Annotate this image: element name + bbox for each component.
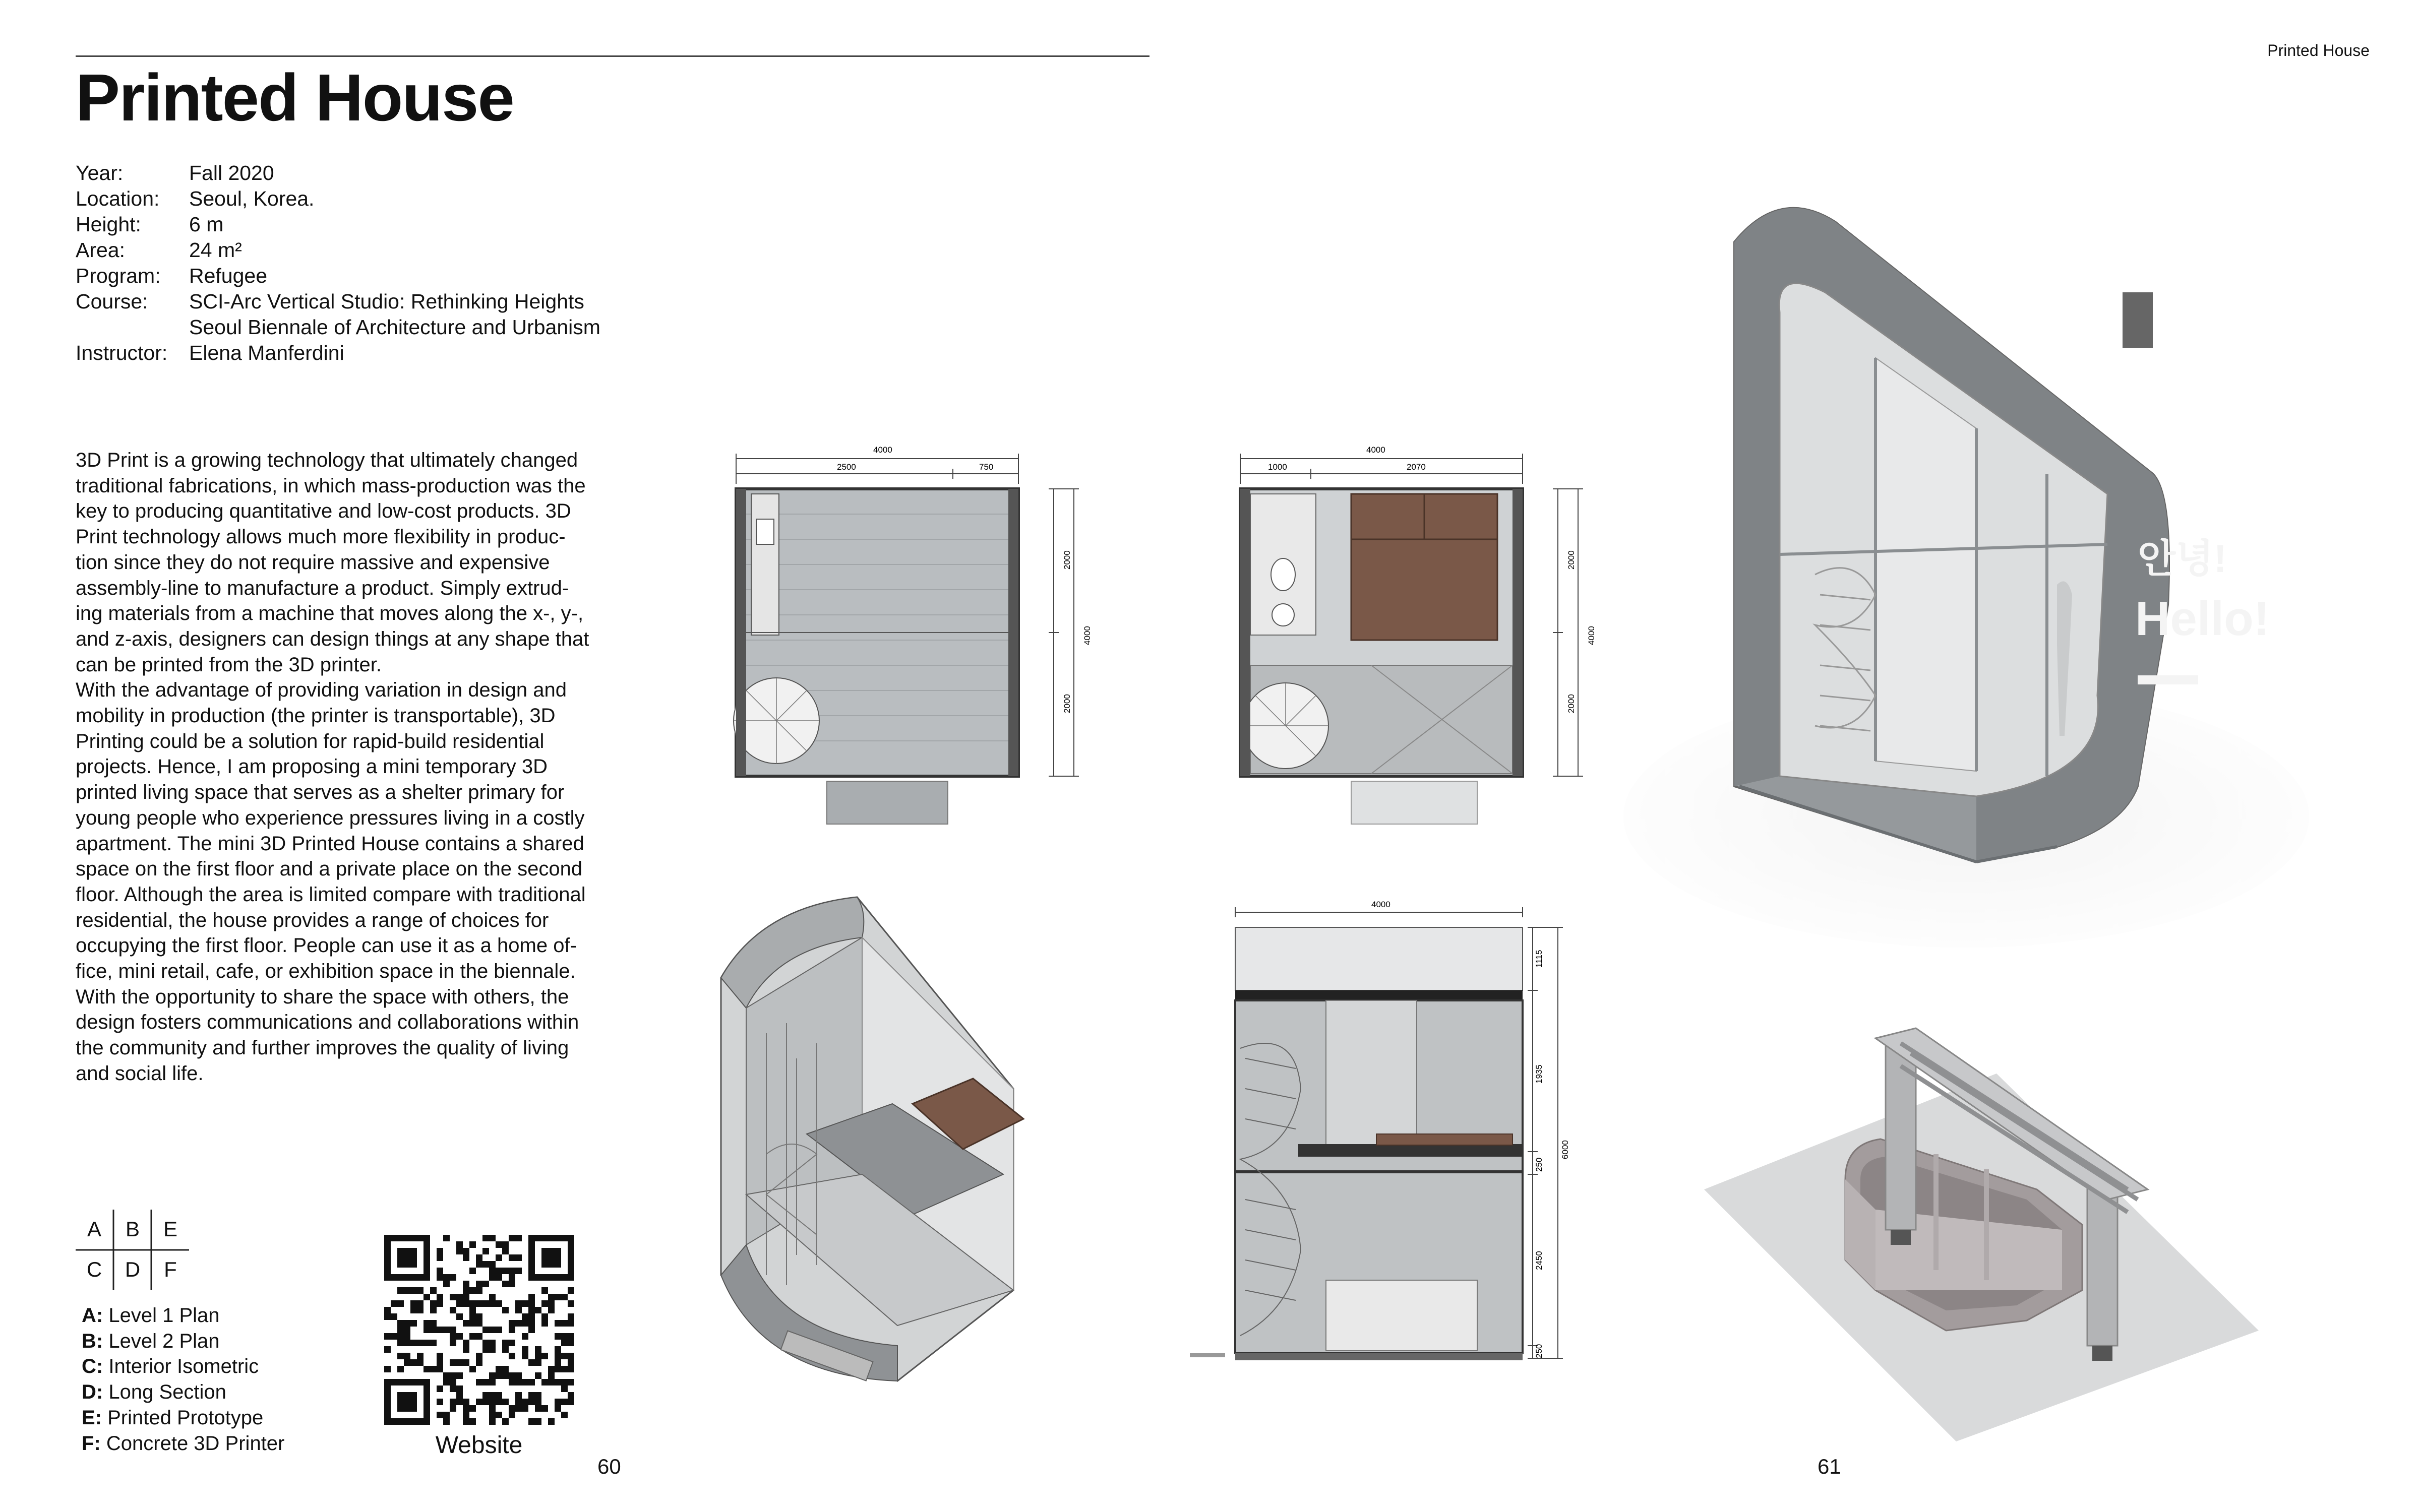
legend-key: C: [82, 1355, 103, 1378]
body-line: ing materials from a machine that moves along the x-, y-, [76, 602, 584, 625]
legend-label: Level 1 Plan [108, 1304, 220, 1327]
body-line: Print technology allows much more flexibility in produc- [76, 526, 566, 548]
body-line: mobility in production (the printer is transportable), 3D [76, 705, 556, 727]
body-line: assembly-line to manufacture a product. Simply extrud- [76, 577, 569, 599]
meta-value: Fall 2020 [189, 161, 274, 184]
meta-key: Height: [76, 213, 141, 236]
meta-key: Program: [76, 264, 161, 287]
body-line: With the opportunity to share the space with others, the [76, 985, 569, 1008]
meta-value: 6 m [189, 213, 224, 236]
dim-left-segment: 2500 [837, 462, 856, 472]
dim-side-total: 4000 [1082, 626, 1092, 645]
body-line: occupying the first floor. People can use it as a home of- [76, 934, 577, 957]
printed-prototype-render [1613, 192, 2380, 968]
key-cell-b: B [125, 1217, 140, 1241]
page-title: Printed House [76, 60, 514, 135]
project-metadata [76, 160, 600, 366]
legend-key: A: [82, 1304, 103, 1327]
meta-key: Location: [76, 187, 160, 210]
sign-english: Hello! [2135, 592, 2270, 646]
dim-6000: 6000 [1560, 1140, 1570, 1159]
running-header: Printed House [2267, 41, 2370, 59]
key-cell-a: A [87, 1217, 101, 1241]
dim-top: 4000 [873, 445, 892, 455]
body-line: key to producing quantitative and low-cost products. 3D [76, 500, 571, 523]
key-cell-d: D [125, 1257, 141, 1281]
level-1-plan-drawing [716, 444, 1109, 837]
meta-value: SCI-Arc Vertical Studio: Rethinking Heights [189, 290, 584, 313]
legend-label: Long Section [108, 1381, 226, 1404]
project-description [76, 448, 615, 1087]
legend-key: F: [82, 1432, 101, 1455]
meta-value: Refugee [189, 264, 268, 287]
body-line: fice, mini retail, cafe, or exhibition space in the biennale. [76, 960, 576, 983]
meta-row [76, 186, 600, 212]
body-line: Printing could be a solution for rapid-build residential [76, 730, 544, 752]
dim-side-lower: 2000 [1566, 694, 1576, 713]
body-line: the community and further improves the quality of living [76, 1037, 569, 1059]
meta-row [76, 289, 600, 314]
legend-label: Printed Prototype [107, 1406, 264, 1429]
legend-item [82, 1405, 284, 1431]
legend-key: E: [82, 1406, 102, 1429]
meta-key: Area: [76, 238, 125, 262]
legend-item [82, 1329, 284, 1354]
legend-key: B: [82, 1330, 103, 1352]
dim-right-segment: 750 [979, 462, 994, 472]
sign-korean: 안녕! [2138, 536, 2227, 581]
meta-key: Instructor: [76, 341, 168, 364]
dim-side-lower: 2000 [1062, 694, 1072, 713]
body-line: floor. Although the area is limited compare with traditional [76, 883, 586, 906]
body-line: and social life. [76, 1062, 204, 1085]
dim-250-lower: 250 [1534, 1344, 1544, 1358]
meta-row [76, 160, 600, 186]
website-qr-code[interactable] [384, 1235, 576, 1426]
key-cell-c: C [86, 1257, 102, 1281]
dim-side-upper: 2000 [1062, 550, 1072, 570]
legend-item [82, 1303, 284, 1329]
dim-2450: 2450 [1534, 1251, 1544, 1270]
meta-value: Seoul Biennale of Architecture and Urbanism [189, 316, 600, 339]
meta-row [76, 263, 600, 289]
body-line: With the advantage of providing variation in design and [76, 679, 567, 702]
legend-item [82, 1379, 284, 1405]
dim-250-upper: 250 [1534, 1157, 1544, 1172]
body-line: apartment. The mini 3D Printed House contains a shared [76, 832, 584, 855]
key-cell-e: E [163, 1217, 177, 1241]
body-line: and z-axis, designers can design things at any shape that [76, 627, 589, 650]
legend-item [82, 1354, 284, 1379]
body-line: traditional fabrications, in which mass-production was the [76, 474, 586, 497]
legend-key: D: [82, 1381, 103, 1404]
dim-side-total: 4000 [1587, 626, 1596, 645]
meta-key [76, 314, 189, 340]
meta-value: Seoul, Korea. [189, 187, 315, 210]
dim-1115: 1115 [1534, 950, 1544, 968]
legend-label: Concrete 3D Printer [106, 1432, 285, 1455]
dim-1935: 1935 [1534, 1064, 1544, 1084]
dim-width: 4000 [1371, 900, 1390, 909]
key-cell-f: F [164, 1257, 177, 1281]
legend-item [82, 1431, 284, 1457]
body-line: projects. Hence, I am proposing a mini temporary 3D [76, 755, 548, 778]
body-line: design fosters communications and collaborations within [76, 1011, 579, 1034]
meta-row [76, 212, 600, 237]
meta-key: Course: [76, 290, 148, 313]
concrete-3d-printer-render [1694, 1008, 2269, 1472]
meta-row [76, 314, 600, 340]
long-section-drawing [1175, 897, 1588, 1381]
body-line: tion since they do not require massive and expensive [76, 551, 550, 574]
header-rule [76, 55, 1150, 57]
page-number-left: 60 [597, 1455, 621, 1478]
meta-value: Elena Manferdini [189, 341, 344, 364]
interior-isometric-drawing [691, 892, 1084, 1386]
meta-value: 24 m² [189, 238, 242, 262]
body-line: space on the first floor and a private place on the second [76, 858, 583, 880]
meta-row [76, 340, 600, 366]
meta-row [76, 237, 600, 263]
level-2-plan-drawing [1220, 444, 1613, 837]
meta-key: Year: [76, 161, 124, 184]
figure-legend [82, 1303, 284, 1456]
dim-side-upper: 2000 [1566, 550, 1576, 570]
body-line: printed living space that serves as a shelter primary for [76, 781, 565, 804]
body-line: residential, the house provides a range of choices for [76, 909, 549, 931]
dim-left-segment: 1000 [1268, 462, 1287, 472]
legend-label: Interior Isometric [108, 1355, 259, 1378]
dim-right-segment: 2070 [1407, 462, 1426, 472]
legend-label: Level 2 Plan [108, 1330, 220, 1352]
body-line: young people who experience pressures living in a costly [76, 806, 585, 829]
body-line: 3D Print is a growing technology that ultimately changed [76, 449, 578, 471]
dim-top: 4000 [1366, 445, 1385, 455]
qr-caption: Website [435, 1432, 523, 1459]
page-number-right: 61 [1818, 1455, 1841, 1478]
body-line: can be printed from the 3D printer. [76, 653, 382, 676]
